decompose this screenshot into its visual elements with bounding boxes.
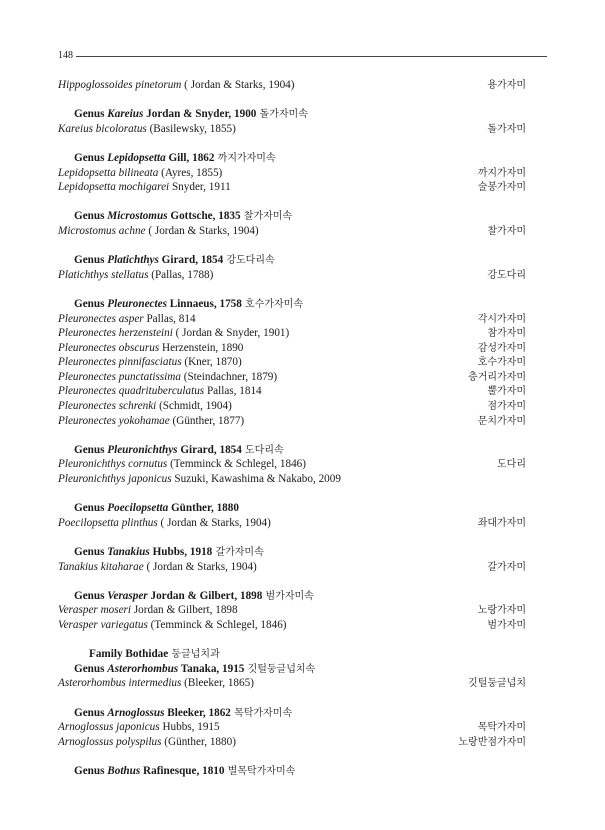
genus-year: , 1915 xyxy=(216,662,245,675)
genus-korean-name: 찰가자미속 xyxy=(240,211,293,223)
korean-common-name: 용가자미 xyxy=(487,80,526,91)
genus-author: Girard xyxy=(158,254,196,267)
species-row xyxy=(58,720,526,735)
species-author: ( Jordan & Starks, 1904) xyxy=(143,560,257,573)
species-row xyxy=(58,268,526,283)
korean-common-name: 문치가자미 xyxy=(477,415,526,427)
species-row xyxy=(58,326,526,341)
genus-korean-name: 갈가자미속 xyxy=(212,547,264,558)
genus-author: Tanaka xyxy=(178,662,217,675)
species-entry xyxy=(58,122,236,137)
species-author: (Basilewsky, 1855) xyxy=(146,122,236,135)
species-entry xyxy=(58,516,271,531)
genus-label: Genus xyxy=(74,108,108,121)
species-author: Herzenstein, 1890 xyxy=(159,341,244,354)
species-entry xyxy=(58,414,244,429)
genus-name: Microstomus xyxy=(107,210,168,223)
korean-common-name: 까지가자미 xyxy=(477,167,526,179)
species-author: (Ayres, 1855) xyxy=(158,166,223,179)
species-author: Hubbs, 1915 xyxy=(159,721,220,734)
species-entry xyxy=(58,676,254,691)
species-row xyxy=(58,166,526,181)
species-entry xyxy=(58,180,231,195)
species-row xyxy=(58,355,526,370)
scientific-name: Pleuronectes schrenki xyxy=(58,400,157,413)
scientific-name: Poecilopsetta plinthus xyxy=(58,516,158,529)
korean-common-name: 찰가자미 xyxy=(487,225,526,237)
korean-common-name: 목탁가자미 xyxy=(477,722,526,734)
genus-heading xyxy=(74,589,526,604)
species-row xyxy=(58,676,526,691)
korean-common-name: 술봉가자미 xyxy=(477,182,526,194)
species-entry xyxy=(58,312,196,327)
genus-heading xyxy=(74,764,526,779)
genus-heading xyxy=(74,151,526,166)
genus-author: Gill xyxy=(165,151,187,164)
genus-name: Pleuronectes xyxy=(107,297,167,310)
scientific-name: Arnoglossus japonicus xyxy=(58,721,160,734)
species-row xyxy=(58,180,526,195)
species-row xyxy=(58,78,526,93)
genus-label: Genus xyxy=(74,297,108,310)
genus-year: , 1898 xyxy=(234,589,263,602)
genus-heading xyxy=(74,443,526,458)
genus-year: , 1835 xyxy=(212,210,241,223)
species-entry xyxy=(58,720,220,735)
species-row xyxy=(58,399,526,414)
species-row xyxy=(58,312,526,327)
genus-korean-name: 도다리속 xyxy=(241,444,284,456)
species-list xyxy=(58,78,526,779)
species-row xyxy=(58,370,526,385)
species-row xyxy=(58,457,526,472)
scientific-name: Arnoglossus polyspilus xyxy=(58,735,162,748)
genus-heading xyxy=(74,297,526,312)
genus-label: Genus xyxy=(74,546,108,558)
scientific-name: Pleuronichthys cornutus xyxy=(58,458,168,471)
genus-korean-name: 범가자미속 xyxy=(262,590,314,602)
genus-heading xyxy=(74,501,526,516)
genus-heading xyxy=(74,662,526,677)
genus-label: Genus xyxy=(74,254,108,267)
page-number: 148 xyxy=(58,50,73,61)
genus-author: Bleeker xyxy=(164,706,203,719)
scientific-name: Pleuronectes obscurus xyxy=(58,341,160,354)
genus-author: Girard xyxy=(177,443,214,456)
genus-label: Genus xyxy=(74,151,108,164)
scientific-name: Microstomus achne xyxy=(58,224,146,237)
species-author: Suzuki, Kawashima & Nakabo, 2009 xyxy=(171,473,341,486)
genus-label: Genus xyxy=(74,443,108,456)
species-author: ( Jordan & Starks, 1904) xyxy=(181,79,295,91)
scientific-name: Pleuronectes quadrituberculatus xyxy=(58,385,205,398)
species-entry xyxy=(58,166,222,181)
scientific-name: Lepidopsetta mochigarei xyxy=(58,181,170,194)
species-row xyxy=(58,618,526,633)
genus-korean-name: 까지가자미속 xyxy=(214,152,276,164)
scientific-name: Pleuronectes pinnifasciatus xyxy=(58,356,182,369)
scientific-name: Pleuronectes punctatissima xyxy=(58,370,181,383)
species-author: Pallas, 1814 xyxy=(204,385,262,398)
family-korean-name: 둥글넙치과 xyxy=(168,649,220,661)
species-entry xyxy=(58,370,277,385)
korean-common-name: 각시가자미 xyxy=(477,313,526,325)
genus-year: , 1854 xyxy=(195,254,224,267)
genus-heading xyxy=(74,107,526,122)
species-row xyxy=(58,224,526,239)
scientific-name: Pleuronectes yokohamae xyxy=(58,414,170,427)
species-author: (Kner, 1870) xyxy=(181,356,242,369)
genus-heading xyxy=(74,209,526,224)
genus-author: Jordan & Snyder xyxy=(143,108,229,121)
species-author: (Schmidt, 1904) xyxy=(156,400,232,413)
scientific-name: Platichthys stellatus xyxy=(58,268,149,281)
species-author: (Steindachner, 1879) xyxy=(180,370,278,383)
genus-korean-name: 별목탁가자미속 xyxy=(224,765,296,777)
species-author: (Günther, 1880) xyxy=(161,735,236,748)
species-author: (Temminck & Schlegel, 1846) xyxy=(167,458,306,471)
genus-label: Genus xyxy=(74,706,108,719)
korean-common-name: 호수가자미 xyxy=(477,357,526,369)
genus-korean-name: 깃털둥글넙치속 xyxy=(244,663,316,675)
genus-author: Jordan & Gilbert xyxy=(147,589,235,602)
korean-common-name: 참가자미 xyxy=(487,328,526,340)
genus-heading xyxy=(74,545,526,560)
korean-common-name: 층거리가자미 xyxy=(468,371,526,383)
korean-common-name: 좌대가자미 xyxy=(477,517,526,529)
genus-name: Verasper xyxy=(107,589,148,602)
species-entry xyxy=(58,618,287,633)
species-entry xyxy=(58,399,232,414)
korean-common-name: 갈가자미 xyxy=(487,561,526,573)
species-author: (Pallas, 1788) xyxy=(148,268,214,281)
species-entry xyxy=(58,326,289,341)
species-author: Snyder, 1911 xyxy=(169,181,231,194)
korean-common-name: 노랑반점가자미 xyxy=(458,736,526,748)
genus-year: , 1862 xyxy=(202,706,231,719)
genus-year: , 1900 xyxy=(228,108,257,121)
species-row xyxy=(58,603,526,618)
species-entry xyxy=(58,355,242,370)
species-entry xyxy=(58,457,306,472)
genus-korean-name: 호수가자미속 xyxy=(241,298,303,310)
family-name: Family Bothidae xyxy=(89,648,169,661)
scientific-name: Pleuronectes asper xyxy=(58,312,144,325)
scientific-name: Pleuronectes herzensteini xyxy=(58,327,173,340)
species-entry xyxy=(58,224,259,239)
species-author: ( Jordan & Starks, 1904) xyxy=(145,224,259,237)
genus-year: , 1862 xyxy=(186,151,215,164)
scientific-name: Verasper moseri xyxy=(58,604,132,617)
species-row xyxy=(58,414,526,429)
scientific-name: Kareius bicoloratus xyxy=(58,122,147,135)
genus-name: Asterorhombus xyxy=(107,662,179,675)
genus-heading xyxy=(74,706,526,721)
species-row xyxy=(58,341,526,356)
genus-label: Genus xyxy=(74,662,108,675)
genus-author: Hubbs xyxy=(149,546,185,558)
species-row xyxy=(58,560,526,575)
genus-name: Tanakius xyxy=(107,546,150,558)
genus-author: Linnaeus xyxy=(166,297,214,310)
header-rule xyxy=(76,56,547,57)
korean-common-name: 돌가자미 xyxy=(487,123,526,135)
species-author: (Günther, 1877) xyxy=(169,414,245,427)
genus-author: Günther xyxy=(168,502,211,515)
species-author: Pallas, 814 xyxy=(143,312,196,325)
species-row xyxy=(58,516,526,531)
species-entry xyxy=(58,78,294,93)
species-entry xyxy=(58,384,262,399)
genus-year: , 1854 xyxy=(213,443,242,456)
species-author: (Bleeker, 1865) xyxy=(181,677,254,690)
species-author: Jordan & Gilbert, 1898 xyxy=(131,604,238,617)
genus-year: , 1758 xyxy=(213,297,242,310)
scientific-name: Verasper variegatus xyxy=(58,618,148,631)
genus-label: Genus xyxy=(74,210,108,223)
genus-korean-name: 돌가자미속 xyxy=(256,109,308,121)
korean-common-name: 도다리 xyxy=(497,459,526,471)
species-author: ( Jordan & Starks, 1904) xyxy=(157,516,271,529)
korean-common-name: 감성가자미 xyxy=(477,342,526,354)
genus-name: Lepidopsetta xyxy=(107,151,166,164)
genus-label: Genus xyxy=(74,589,108,602)
genus-year: , 1810 xyxy=(196,764,225,777)
family-heading xyxy=(89,647,526,662)
korean-common-name: 강도다리 xyxy=(487,269,526,281)
korean-common-name: 깃털둥글넙치 xyxy=(468,678,526,690)
genus-name: Bothus xyxy=(107,764,141,777)
scientific-name: Pleuronichthys japonicus xyxy=(58,473,172,486)
genus-korean-name: 강도다리속 xyxy=(223,255,275,267)
species-row xyxy=(58,472,526,487)
scientific-name: Asterorhombus intermedius xyxy=(58,677,182,690)
korean-common-name: 노랑가자미 xyxy=(477,605,526,617)
genus-name: Kareius xyxy=(107,108,144,121)
species-entry xyxy=(58,735,236,750)
species-author: (Temminck & Schlegel, 1846) xyxy=(147,618,287,631)
species-row xyxy=(58,384,526,399)
species-entry xyxy=(58,560,257,575)
genus-year: , 1918 xyxy=(184,546,213,558)
genus-author: Rafinesque xyxy=(140,764,197,777)
genus-name: Poecilopsetta xyxy=(107,502,169,515)
genus-year: , 1880 xyxy=(210,502,239,515)
genus-label: Genus xyxy=(74,502,108,515)
genus-korean-name: 목탁가자미속 xyxy=(230,707,293,719)
species-author: ( Jordan & Snyder, 1901) xyxy=(172,327,290,340)
genus-author: Gottsche xyxy=(167,210,213,223)
genus-heading xyxy=(74,253,526,268)
korean-common-name: 점가자미 xyxy=(487,401,526,413)
korean-common-name: 뿔가자미 xyxy=(487,386,526,398)
genus-name: Pleuronichthys xyxy=(107,443,178,456)
species-entry xyxy=(58,341,243,356)
scientific-name: Lepidopsetta bilineata xyxy=(58,166,159,179)
species-entry xyxy=(58,268,213,283)
species-entry xyxy=(58,603,238,618)
species-row xyxy=(58,122,526,137)
genus-label: Genus xyxy=(74,764,108,777)
scientific-name: Hippoglossoides pinetorum xyxy=(58,79,182,91)
scientific-name: Tanakius kitaharae xyxy=(58,560,144,573)
genus-name: Arnoglossus xyxy=(107,706,165,719)
genus-name: Platichthys xyxy=(107,254,159,267)
species-row xyxy=(58,735,526,750)
species-entry xyxy=(58,472,341,487)
korean-common-name: 범가자미 xyxy=(487,619,526,631)
